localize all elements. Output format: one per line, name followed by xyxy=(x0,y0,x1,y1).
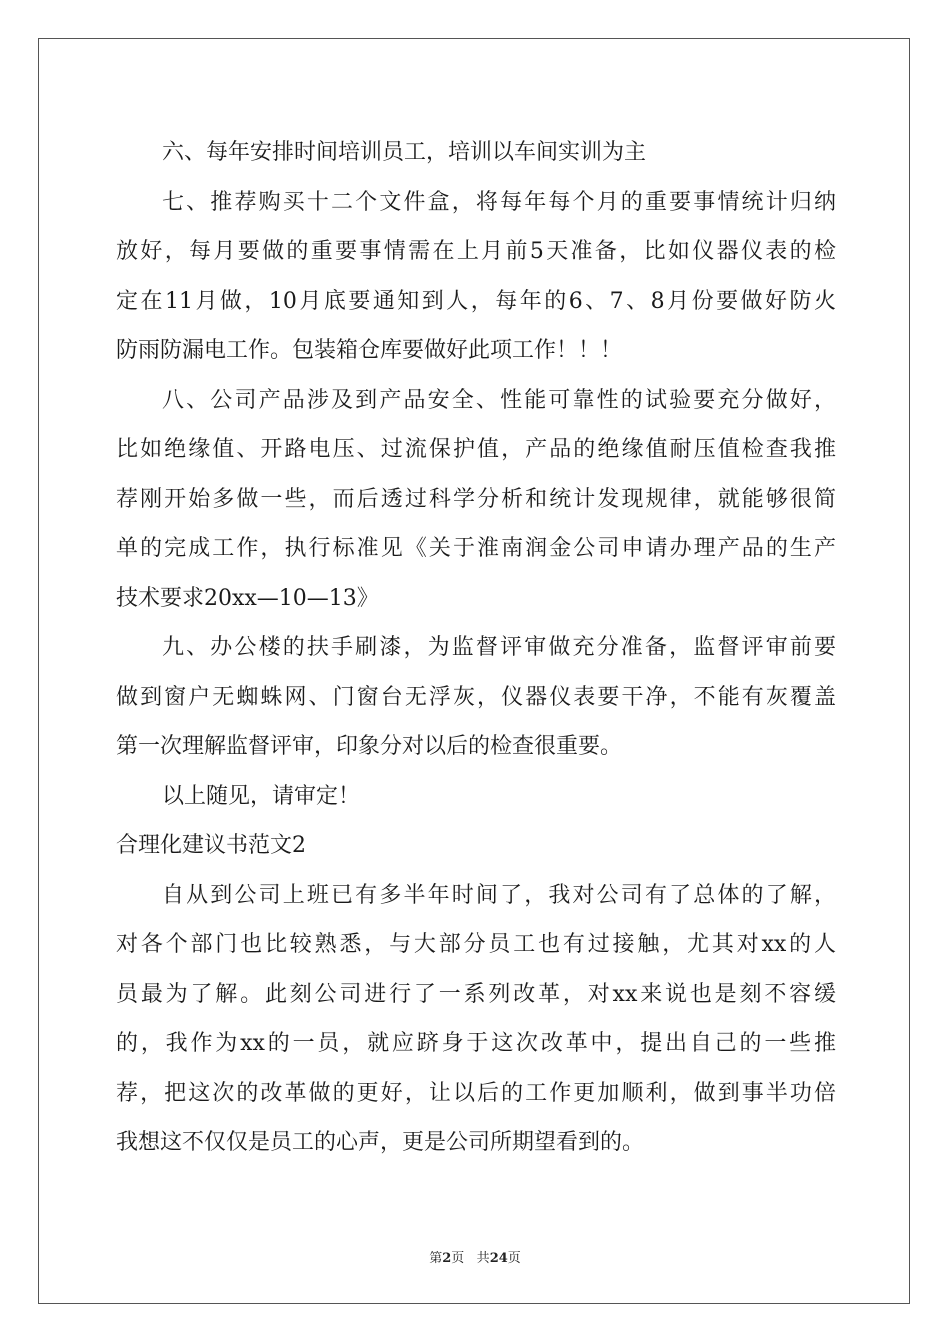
total-page-number: 24 xyxy=(489,1251,508,1266)
text-line: 定在11月做，10月底要通知到人，每年的6、7、8月份要做好防火 xyxy=(116,288,836,314)
page-prefix: 第 xyxy=(429,1251,443,1266)
document-body xyxy=(116,128,836,1168)
total-suffix: 页 xyxy=(507,1251,521,1266)
text-line: 对各个部门也比较熟悉，与大部分员工也有过接触，尤其对xx的人 xyxy=(116,932,836,957)
text-line: 合理化建议书范文2 xyxy=(116,833,306,858)
text-line: 防雨防漏电工作。包装箱仓库要做好此项工作！！！ xyxy=(116,338,623,363)
text-line: 九、办公楼的扶手刷漆，为监督评审做充分准备，监督评审前要 xyxy=(162,635,836,660)
text-line: 六、每年安排时间培训员工，培训以车间实训为主 xyxy=(162,140,647,165)
text-line: 比如绝缘值、开路电压、过流保护值，产品的绝缘值耐压值检查我推 xyxy=(116,437,836,462)
page-suffix: 页 xyxy=(451,1251,465,1266)
text-line: 单的完成工作，执行标准见《关于淮南润金公司申请办理产品的生产 xyxy=(116,536,836,561)
text-line: 做到窗户无蜘蛛网、门窗台无浮灰，仪器仪表要干净，不能有灰覆盖 xyxy=(116,684,836,710)
text-line: 荐刚开始多做一些，而后透过科学分析和统计发现规律，就能够很简 xyxy=(116,486,836,512)
page-footer xyxy=(0,1247,950,1266)
text-line: 员最为了解。此刻公司进行了一系列改革，对xx来说也是刻不容缓 xyxy=(116,981,836,1007)
text-line: 自从到公司上班已有多半年时间了，我对公司有了总体的了解， xyxy=(162,882,836,908)
text-line: 七、推荐购买十二个文件盒，将每年每个月的重要事情统计归纳 xyxy=(162,189,836,215)
text-line: 以上随见，请审定！ xyxy=(162,783,361,809)
text-line: 荐，把这次的改革做的更好，让以后的工作更加顺利，做到事半功倍 xyxy=(116,1080,836,1106)
text-line: 我想这不仅仅是员工的心声，更是公司所期望看到的。 xyxy=(116,1130,645,1155)
text-line: 放好，每月要做的重要事情需在上月前5天准备，比如仪器仪表的检 xyxy=(116,239,836,264)
text-line: 八、公司产品涉及到产品安全、性能可靠性的试验要充分做好， xyxy=(162,387,836,413)
total-prefix: 共 xyxy=(476,1251,490,1266)
text-line: 的，我作为xx的一员，就应跻身于这次改革中，提出自己的一些推 xyxy=(116,1031,836,1056)
current-page-number: 2 xyxy=(442,1251,452,1266)
text-line: 第一次理解监督评审，印象分对以后的检查很重要。 xyxy=(116,734,623,759)
text-line: 技术要求20xx—10—13》 xyxy=(116,585,379,611)
